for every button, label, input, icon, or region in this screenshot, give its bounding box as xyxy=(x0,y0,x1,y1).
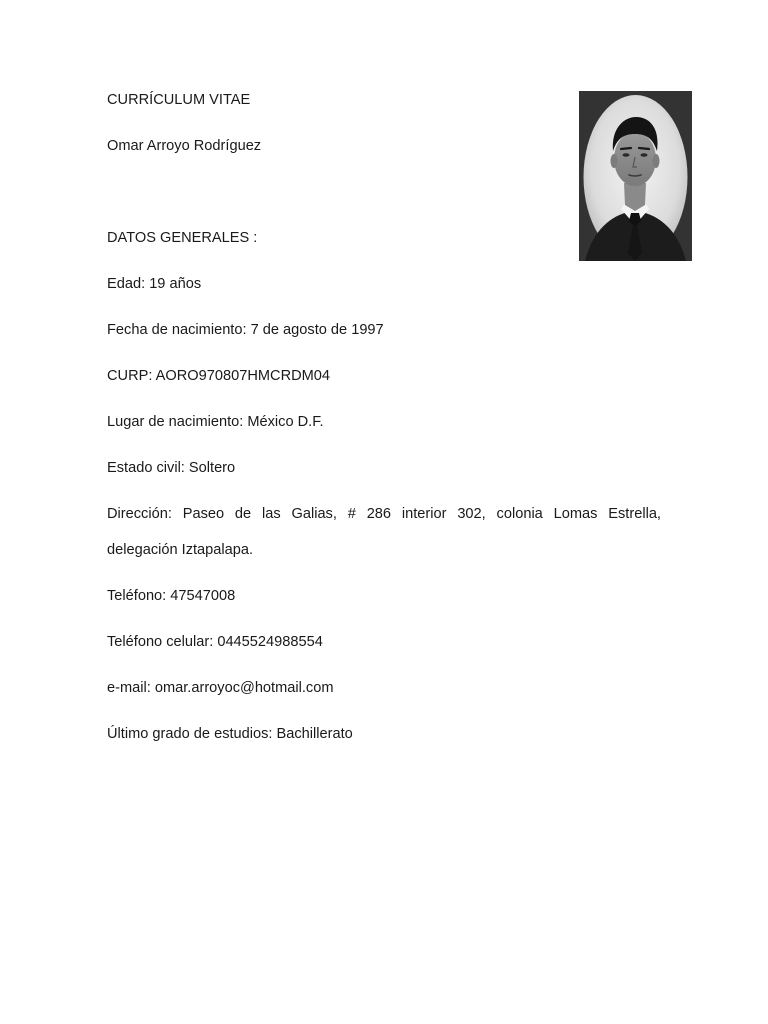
field-age: Edad: 19 años xyxy=(107,276,202,292)
field-mobile: Teléfono celular: 0445524988554 xyxy=(107,634,323,650)
field-civil-status: Estado civil: Soltero xyxy=(107,460,236,476)
portrait-photo-icon xyxy=(579,91,692,261)
field-education: Último grado de estudios: Bachillerato xyxy=(107,726,353,742)
field-address-line2: delegación Iztapalapa. xyxy=(107,542,254,558)
portrait-photo xyxy=(579,91,692,261)
applicant-name: Omar Arroyo Rodríguez xyxy=(107,138,262,154)
section-title: DATOS GENERALES : xyxy=(107,230,258,246)
field-curp: CURP: AORO970807HMCRDM04 xyxy=(107,368,331,384)
field-address-line1: Dirección: Paseo de las Galias, # 286 interior 302, colonia Lomas Estrella, xyxy=(107,506,661,522)
field-birth-date: Fecha de nacimiento: 7 de agosto de 1997 xyxy=(107,322,384,338)
field-email: e-mail: omar.arroyoc@hotmail.com xyxy=(107,680,334,696)
field-birth-place: Lugar de nacimiento: México D.F. xyxy=(107,414,324,430)
field-phone: Teléfono: 47547008 xyxy=(107,588,236,604)
cv-heading: CURRÍCULUM VITAE xyxy=(107,92,251,108)
